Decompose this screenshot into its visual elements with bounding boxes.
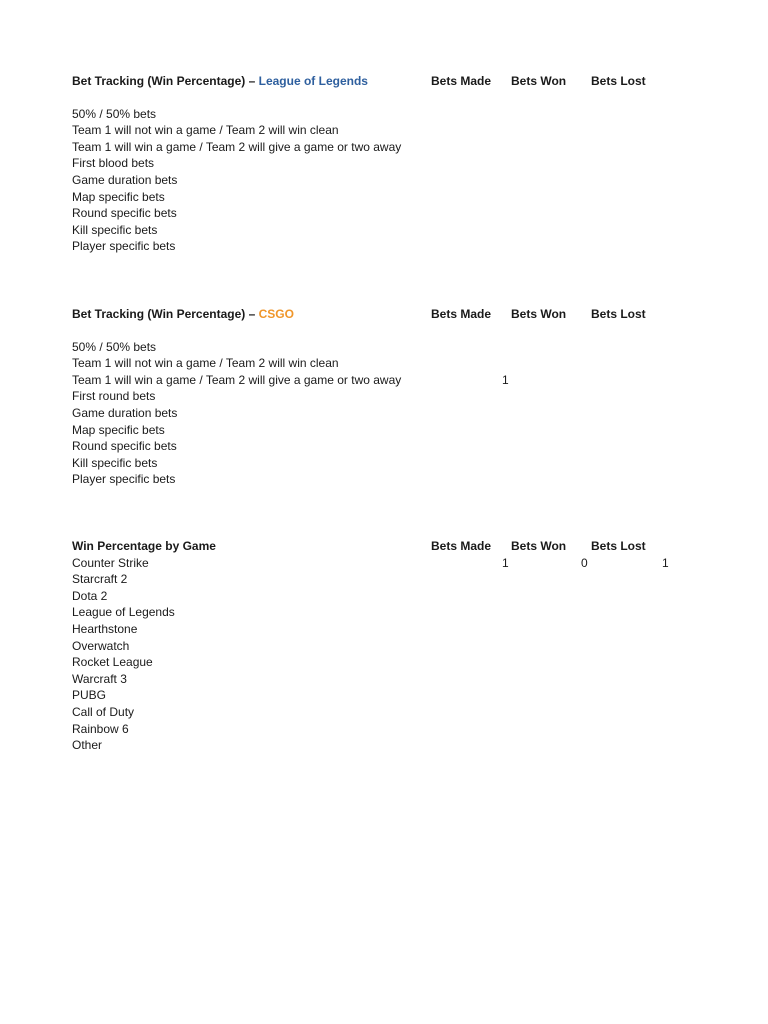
row-label: Hearthstone	[72, 621, 138, 636]
table-row	[72, 604, 692, 621]
bets-won-value: 0	[581, 555, 588, 570]
table-row	[72, 122, 692, 139]
table-row	[72, 355, 692, 372]
row-label: Call of Duty	[72, 704, 135, 719]
csgo-header-row	[72, 306, 692, 323]
table-row	[72, 671, 692, 688]
csgo-title-game: CSGO	[258, 307, 294, 321]
table-row	[72, 388, 692, 405]
table-row	[72, 238, 692, 255]
table-row	[72, 737, 692, 754]
row-label: Player specific bets	[72, 472, 176, 487]
table-row	[72, 455, 692, 472]
row-label: Kill specific bets	[72, 222, 158, 237]
csgo-bet-tracking-section	[72, 306, 692, 488]
row-label: Counter Strike	[72, 555, 149, 570]
row-label: Round specific bets	[72, 439, 177, 454]
row-label: Game duration bets	[72, 405, 178, 420]
csgo-col-bets-made: Bets Made	[431, 307, 492, 321]
row-label: Map specific bets	[72, 422, 165, 437]
csgo-title-prefix: Bet Tracking (Win Percentage) –	[72, 307, 259, 321]
table-row	[72, 106, 692, 123]
table-row	[72, 638, 692, 655]
bets-made-value: 1	[502, 555, 509, 570]
row-label: Team 1 will not win a game / Team 2 will win clean	[72, 123, 339, 138]
row-label: First blood bets	[72, 156, 155, 171]
table-row	[72, 422, 692, 439]
table-row	[72, 721, 692, 738]
row-label: Game duration bets	[72, 172, 178, 187]
by-game-section	[72, 538, 692, 754]
row-label: Kill specific bets	[72, 455, 158, 470]
row-label: First round bets	[72, 389, 156, 404]
table-row	[72, 621, 692, 638]
row-label: Rainbow 6	[72, 721, 129, 736]
row-label: Team 1 will not win a game / Team 2 will win clean	[72, 356, 339, 371]
row-label: Team 1 will win a game / Team 2 will give a game or two away	[72, 372, 402, 387]
by-game-rows	[72, 555, 692, 754]
row-label: Player specific bets	[72, 239, 176, 254]
lol-col-bets-made: Bets Made	[431, 74, 492, 88]
table-row	[72, 222, 692, 239]
lol-header-row	[72, 73, 692, 90]
row-label: PUBG	[72, 688, 107, 703]
lol-rows	[72, 106, 692, 255]
row-label: Warcraft 3	[72, 671, 127, 686]
lol-col-bets-lost: Bets Lost	[591, 74, 646, 88]
row-label: 50% / 50% bets	[72, 339, 157, 354]
table-row	[72, 471, 692, 488]
row-label: Team 1 will win a game / Team 2 will give a game or two away	[72, 139, 402, 154]
table-row	[72, 155, 692, 172]
table-row	[72, 405, 692, 422]
lol-title-prefix: Bet Tracking (Win Percentage) –	[72, 74, 259, 88]
row-label: Rocket League	[72, 655, 153, 670]
row-label: Overwatch	[72, 638, 130, 653]
table-row	[72, 205, 692, 222]
row-label: 50% / 50% bets	[72, 106, 157, 121]
by-game-header-row	[72, 538, 692, 555]
table-row	[72, 704, 692, 721]
table-row	[72, 339, 692, 356]
row-label: Round specific bets	[72, 206, 177, 221]
by-game-col-bets-lost: Bets Lost	[591, 539, 646, 553]
row-label: Starcraft 2	[72, 572, 128, 587]
row-label: Dota 2	[72, 588, 108, 603]
bets-made-value: 1	[502, 372, 509, 387]
by-game-section-title: Win Percentage by Game	[72, 539, 216, 553]
by-game-col-bets-won: Bets Won	[511, 539, 567, 553]
table-row	[72, 438, 692, 455]
table-row	[72, 139, 692, 156]
lol-section-title	[72, 74, 368, 88]
row-label: Map specific bets	[72, 189, 165, 204]
table-row	[72, 687, 692, 704]
csgo-col-bets-won: Bets Won	[511, 307, 567, 321]
csgo-section-title	[72, 307, 294, 321]
bets-lost-value: 1	[662, 555, 669, 570]
lol-bet-tracking-section	[72, 73, 692, 255]
lol-col-bets-won: Bets Won	[511, 74, 567, 88]
lol-title-game: League of Legends	[258, 74, 368, 88]
table-row	[72, 172, 692, 189]
table-row	[72, 555, 692, 572]
row-label: Other	[72, 738, 103, 753]
table-row	[72, 189, 692, 206]
csgo-rows	[72, 339, 692, 488]
table-row	[72, 372, 692, 389]
row-label: League of Legends	[72, 605, 175, 620]
table-row	[72, 571, 692, 588]
table-row	[72, 588, 692, 605]
by-game-col-bets-made: Bets Made	[431, 539, 492, 553]
csgo-col-bets-lost: Bets Lost	[591, 307, 646, 321]
table-row	[72, 654, 692, 671]
